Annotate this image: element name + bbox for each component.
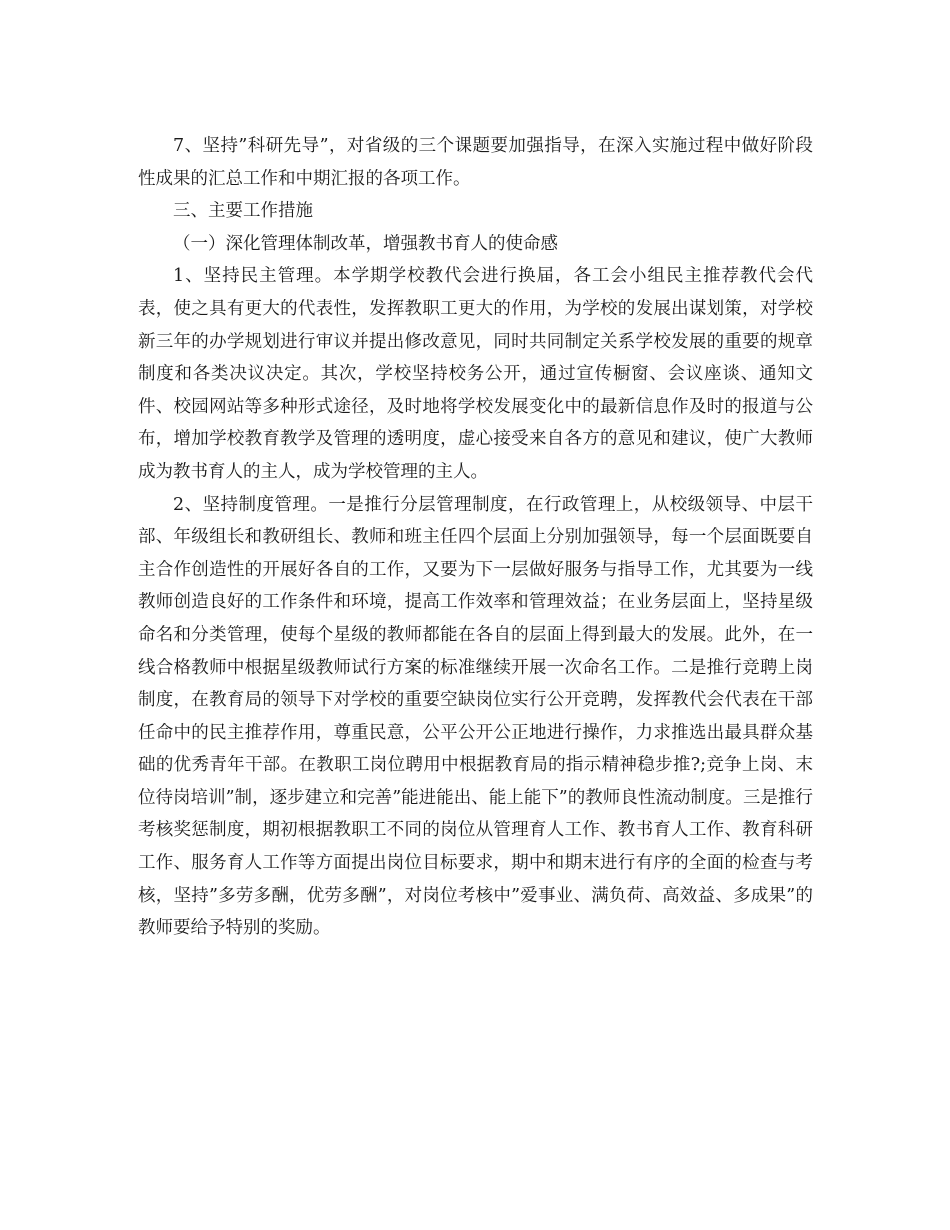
subsection-heading-management-reform: （一）深化管理体制改革，增强教书育人的使命感 <box>173 233 558 254</box>
document-body <box>138 130 813 945</box>
paragraph-democratic-management: 1、坚持民主管理。本学期学校教代会进行换届，各工会小组民主推荐教代会代表，使之具有更大的代表性，发挥教职工更大的作用，为学校的发展出谋划策，对学校新三年的办学规划进行审议并提出修改意见，同时共同制定关系学校发展的重要的规章制度和各类决议决定。其次，学校坚持校务公开，通过宣传橱窗、会议座谈、通知文件、校园网站等多种形式途径，及时地将学校发展变化中的最新信息作及时的报道与公布，增加学校教育教学及管理的透明度，虚心接受来自各方的意见和建议，使广大教师成为教书育人的主人，成为学校管理的主人。 <box>138 266 813 482</box>
section-heading-main-measures: 三、主要工作措施 <box>173 201 313 222</box>
paragraph-item-7: 7、坚持”科研先导”，对省级的三个课题要加强指导，在深入实施过程中做好阶段性成果的汇总工作和中期汇报的各项工作。 <box>138 136 813 189</box>
paragraph-system-management: 2、坚持制度管理。一是推行分层管理制度，在行政管理上，从校级领导、中层干部、年级组长和教研组长、教师和班主任四个层面上分别加强领导，每一个层面既要自主合作创造性的开展好各自的工作，又要为下一层做好服务与指导工作，尤其要为一线教师创造良好的工作条件和环境，提高工作效率和管理效益；在业务层面上，坚持星级命名和分类管理，使每个星级的教师都能在各自的层面上得到最大的发展。此外，在一线合格教师中根据星级教师试行方案的标准继续开展一次命名工作。二是推行竞聘上岗制度，在教育局的领导下对学校的重要空缺岗位实行公开竞聘，发挥教代会代表在干部任命中的民主推荐作用，尊重民意，公平公开公正地进行操作，力求推选出最具群众基础的优秀青年干部。在教职工岗位聘用中根据教育局的指示精神稳步推?;竞争上岗、末位待岗培训”制，逐步建立和完善”能进能出、能上能下”的教师良性流动制度。三是推行考核奖惩制度，期初根据教职工不同的岗位从管理育人工作、教书育人工作、教育科研工作、服务育人工作等方面提出岗位目标要求，期中和期末进行有序的全面的检查与考核，坚持”多劳多酬，优劳多酬”，对岗位考核中”爱事业、满负荷、高效益、多成果”的教师要给予特别的奖励。 <box>138 494 813 939</box>
